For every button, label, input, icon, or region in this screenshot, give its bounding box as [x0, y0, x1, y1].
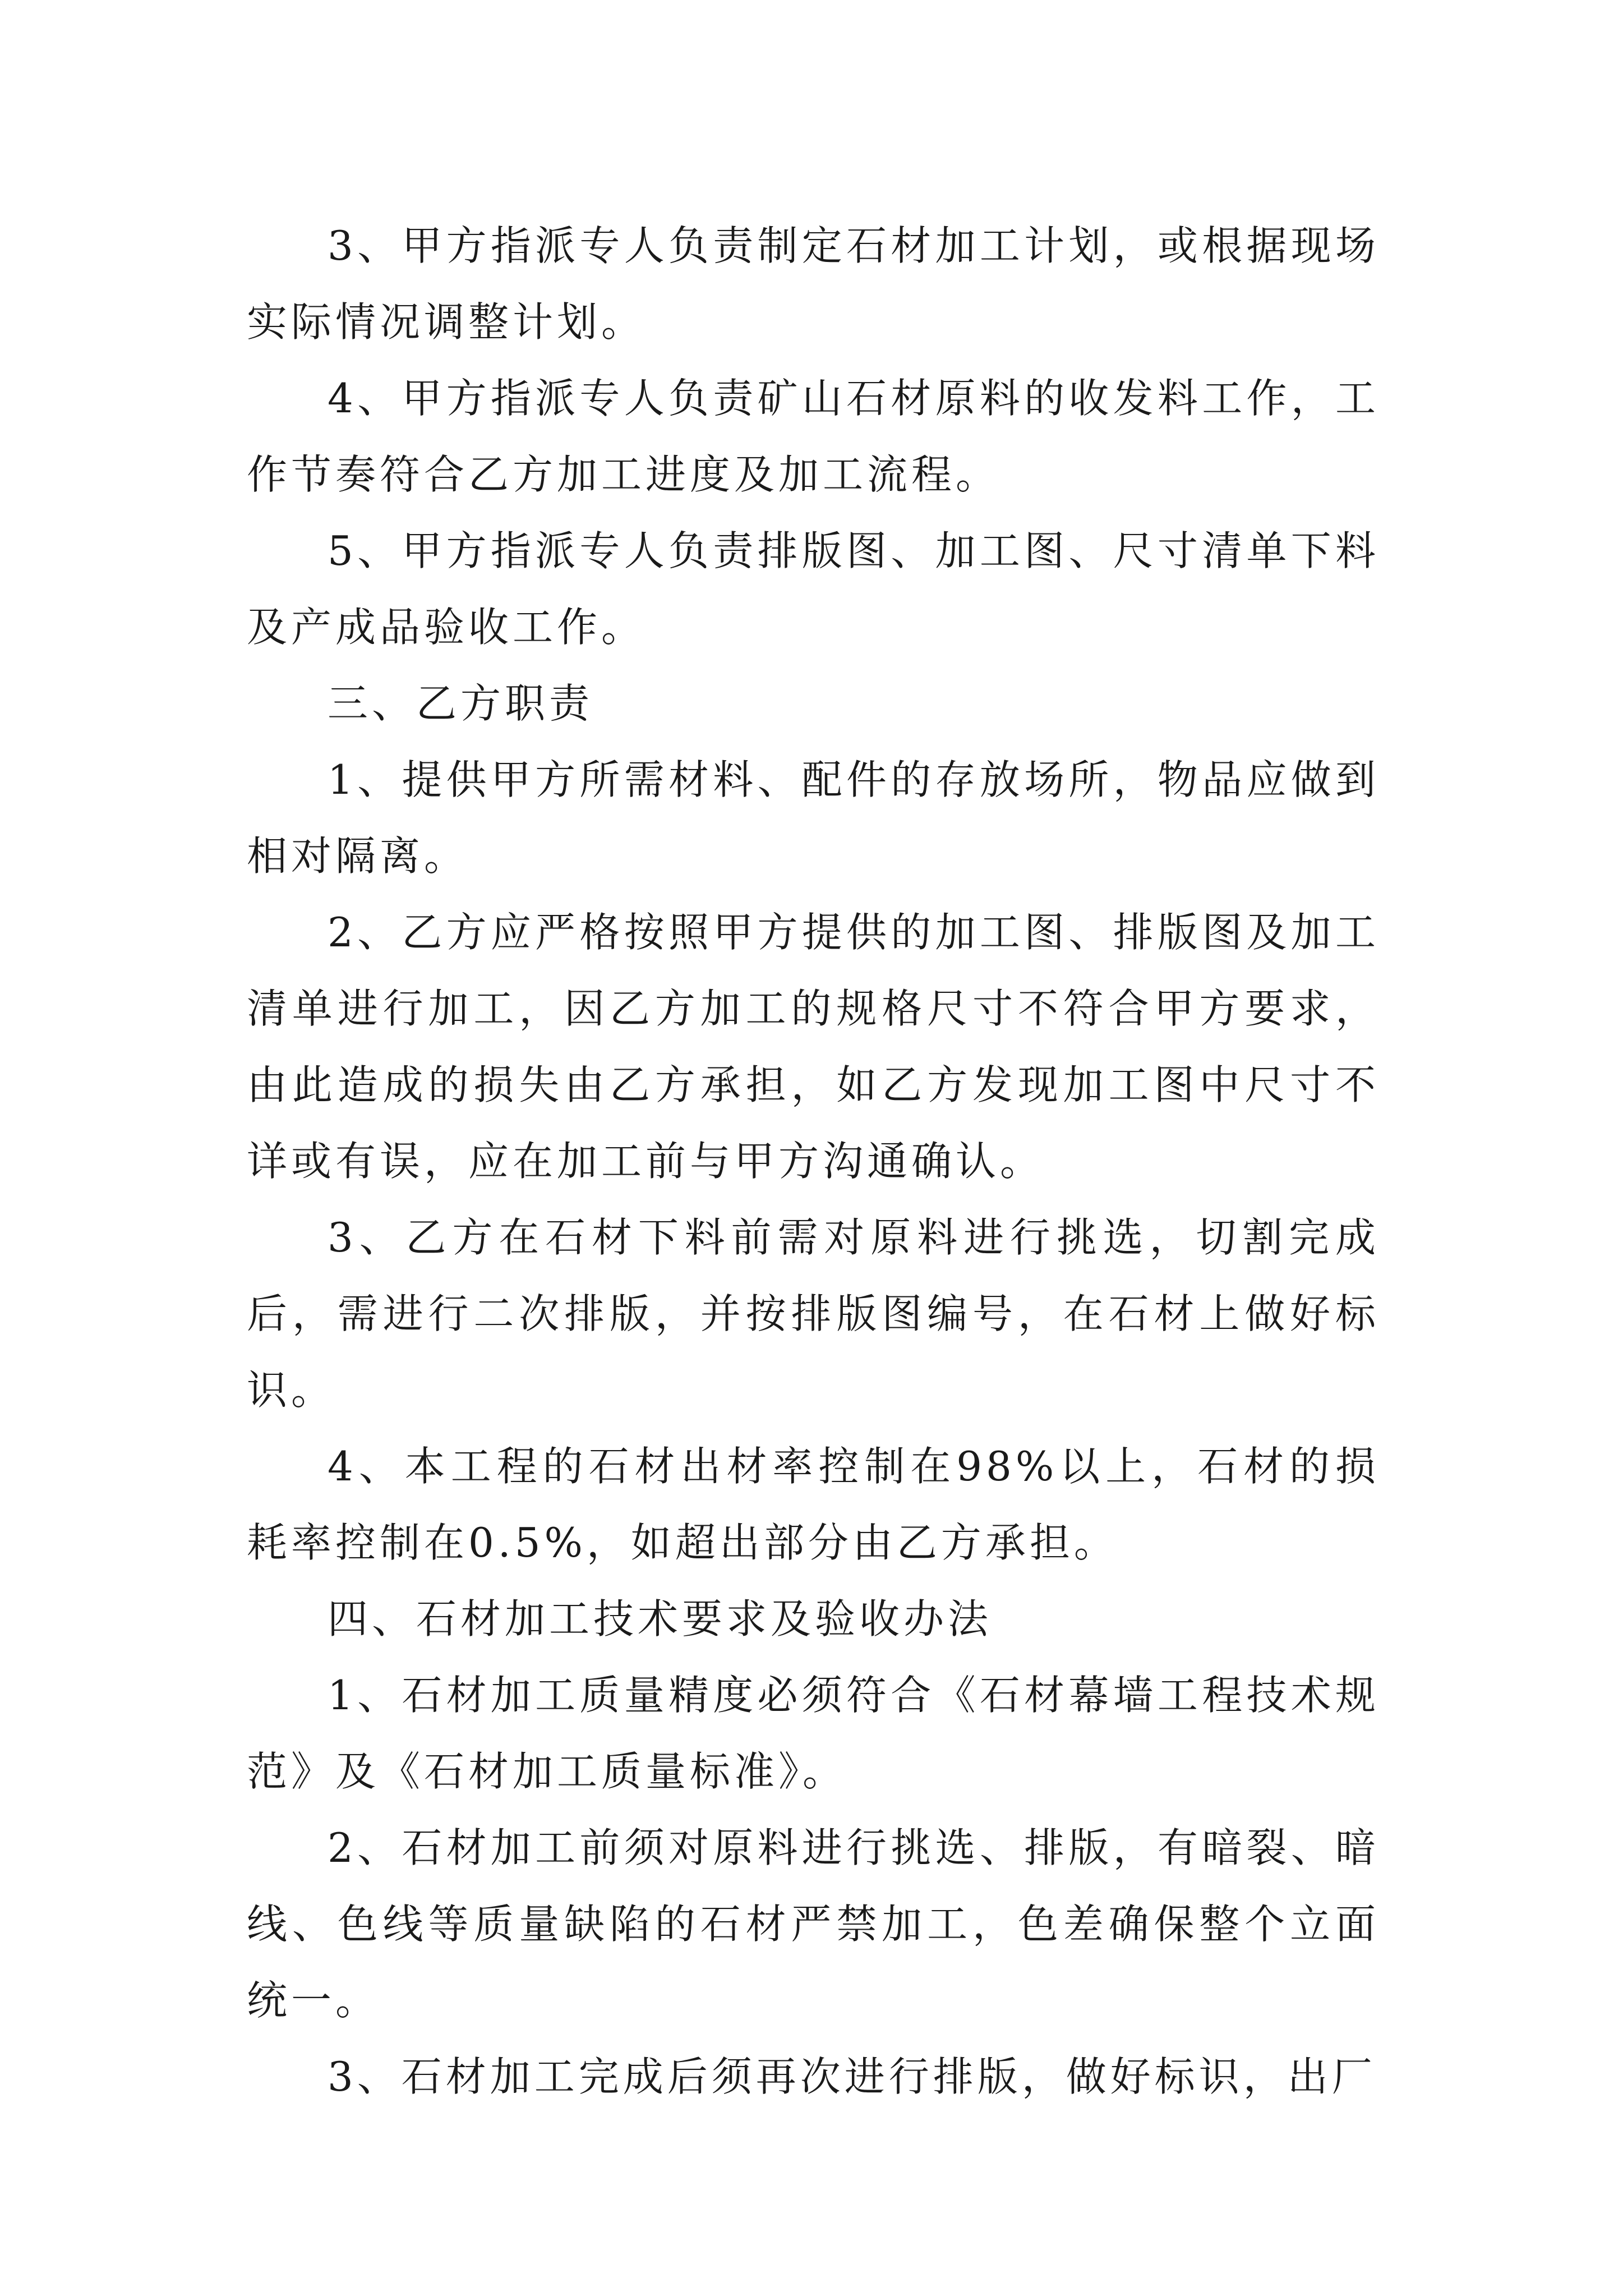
- paragraph-party-a-4: 4、甲方指派专人负责矿山石材原料的收发料工作，工作节奏符合乙方加工进度及加工流程。: [247, 375, 1380, 498]
- document-body: [247, 208, 1380, 2115]
- paragraph-party-b-2: 2、乙方应严格按照甲方提供的加工图、排版图及加工清单进行加工，因乙方加工的规格尺寸不符合甲方要求，由此造成的损失由乙方承担，如乙方发现加工图中尺寸不详或有误，应在加工前与甲方沟通确认。: [247, 909, 1380, 1185]
- paragraph-requirements-3: 3、石材加工完成后须再次进行排版，做好标识，出厂: [328, 2053, 1376, 2100]
- paragraph-requirements-1: 1、石材加工质量精度必须符合《石材幕墙工程技术规范》及《石材加工质量标准》。: [247, 1672, 1380, 1795]
- section-heading-technical-requirements: 四、石材加工技术要求及验收办法: [328, 1595, 993, 1642]
- paragraph-party-a-3: 3、甲方指派专人负责制定石材加工计划，或根据现场实际情况调整计划。: [247, 222, 1380, 346]
- paragraph-party-b-4: 4、本工程的石材出材率控制在98%以上，石材的损耗率控制在0.5%，如超出部分由乙方承担。: [247, 1443, 1380, 1566]
- paragraph-requirements-2: 2、石材加工前须对原料进行挑选、排版，有暗裂、暗线、色线等质量缺陷的石材严禁加工，色差确保整个立面统一。: [247, 1824, 1380, 2024]
- paragraph-party-b-3: 3、乙方在石材下料前需对原料进行挑选，切割完成后，需进行二次排版，并按排版图编号，在石材上做好标识。: [247, 1214, 1380, 1414]
- paragraph-party-b-1: 1、提供甲方所需材料、配件的存放场所，物品应做到相对隔离。: [247, 756, 1380, 880]
- section-heading-party-b-duties: 三、乙方职责: [328, 680, 594, 727]
- paragraph-party-a-5: 5、甲方指派专人负责排版图、加工图、尺寸清单下料及产成品验收工作。: [247, 527, 1380, 651]
